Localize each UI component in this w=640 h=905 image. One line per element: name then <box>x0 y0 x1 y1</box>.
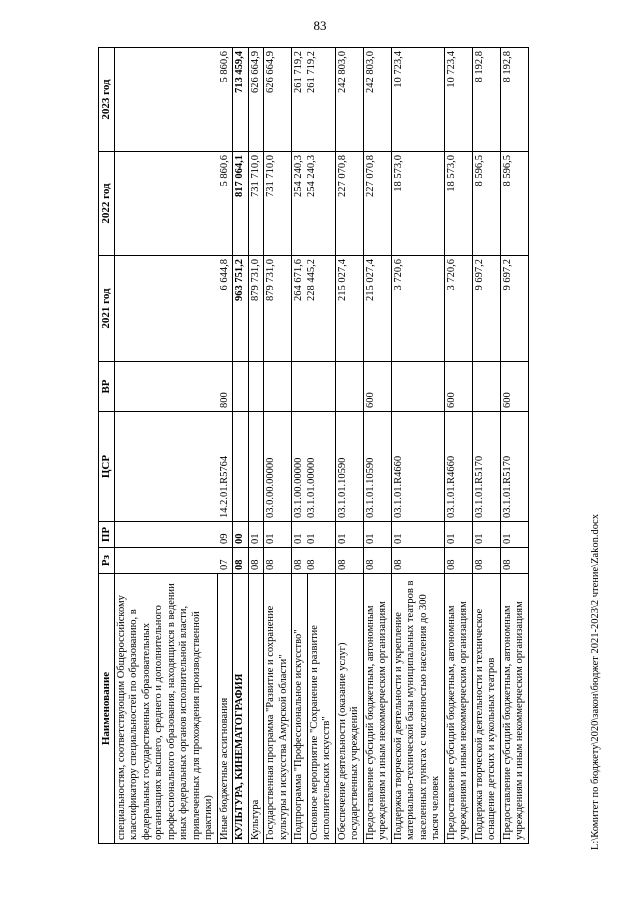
row-csr <box>233 412 249 522</box>
header-row <box>99 48 115 844</box>
row-rz: 08 <box>233 548 249 574</box>
row-2021: 215 027,4 <box>363 256 391 362</box>
rotated-table-area <box>98 48 558 844</box>
header-2021: 2021 год <box>99 256 115 362</box>
row-2023: 5 860,6 <box>114 48 233 152</box>
row-vr <box>264 362 292 412</box>
row-vr <box>233 362 249 412</box>
row-pr: 01 <box>391 522 444 548</box>
row-rz: 08 <box>248 548 264 574</box>
row-name: Предоставление субсидий бюджетным, автономным учреждениям и иным некоммерческим организациям <box>500 574 528 844</box>
row-rz: 08 <box>391 548 444 574</box>
row-vr <box>292 362 336 412</box>
header-rz: Рз <box>99 548 115 574</box>
row-rz: 08 <box>472 548 500 574</box>
row-2021: 879 731,0 <box>264 256 292 362</box>
header-csr: ЦСР <box>99 412 115 522</box>
row-name: КУЛЬТУРА, КИНЕМАТОГРАФИЯ <box>233 574 249 844</box>
row-2022: 18 573,0 <box>391 152 444 256</box>
row-pr: 01 <box>335 522 363 548</box>
row-csr: 03.1.01.R5170 <box>472 412 500 522</box>
row-2022: 817 064,1 <box>233 152 249 256</box>
header-2023: 2023 год <box>99 48 115 152</box>
header-2022: 2022 год <box>99 152 115 256</box>
row-vr <box>335 362 363 412</box>
row-2021: 9 697,2 <box>500 256 528 362</box>
row-rz: 08 08 <box>292 548 336 574</box>
row-pr: 01 01 <box>292 522 336 548</box>
row-2021: 264 671,6 228 445,2 <box>292 256 336 362</box>
row-vr: 800 <box>114 362 233 412</box>
row-csr: 03.1.01.R4660 <box>444 412 472 522</box>
row-2023: 10 723,4 <box>391 48 444 152</box>
page-number: 83 <box>313 18 327 33</box>
row-2023: 261 719,2 261 719,2 <box>292 48 336 152</box>
row-2023: 626 664,9 <box>248 48 264 152</box>
row-csr: 03.1.00.00000 03.1.01.00000 <box>292 412 336 522</box>
row-2022: 227 070,8 <box>363 152 391 256</box>
row-pr: 01 <box>264 522 292 548</box>
row-name: Поддержка творческой деятельности и укрепление материально-технической базы муниципальных театров в населенных пунктах с численностью населения до 300 тысяч человек <box>391 574 444 844</box>
row-name: Государственная программа "Развитие и сохранение культуры и искусства Амурской области" <box>264 574 292 844</box>
row-2023: 242 803,0 <box>335 48 363 152</box>
table-row <box>391 48 444 844</box>
row-csr: 14.2.01.R5764 <box>114 412 233 522</box>
row-2022: 254 240,3 254 240,3 <box>292 152 336 256</box>
row-2022: 18 573,0 <box>444 152 472 256</box>
row-name: Иные бюджетные ассигнования <box>217 574 233 843</box>
table-row <box>444 48 472 844</box>
header-name: Наименование <box>99 574 115 844</box>
row-vr: 600 <box>444 362 472 412</box>
row-rz: 08 <box>335 548 363 574</box>
row-2022: 731 710,0 <box>248 152 264 256</box>
row-pr: 00 <box>233 522 249 548</box>
row-csr: 03.1.01.10590 <box>363 412 391 522</box>
row-name: Предоставление субсидий бюджетным, автономным учреждениям и иным некоммерческим организациям <box>444 574 472 844</box>
row-2021: 6 644,8 <box>114 256 233 362</box>
row-vr: 600 <box>500 362 528 412</box>
row-rz: 08 <box>264 548 292 574</box>
row-name: Предоставление субсидий бюджетным, автономным учреждениям и иным некоммерческим организациям <box>363 574 391 844</box>
row-2022: 731 710,0 <box>264 152 292 256</box>
row-2023: 8 192,8 <box>472 48 500 152</box>
row-name: Культура <box>248 574 264 844</box>
row-csr: 03.1.01.R5170 <box>500 412 528 522</box>
row-2023: 713 459,4 <box>233 48 249 152</box>
row-pr: 01 <box>472 522 500 548</box>
table-row <box>292 48 336 844</box>
table-row <box>500 48 528 844</box>
table-row <box>264 48 292 844</box>
row-2021: 963 751,2 <box>233 256 249 362</box>
file-path-footer <box>589 514 603 850</box>
row-vr <box>472 362 500 412</box>
row-csr: 03.1.01.10590 <box>335 412 363 522</box>
row-2023: 242 803,0 <box>363 48 391 152</box>
table-row <box>363 48 391 844</box>
row-2023: 626 664,9 <box>264 48 292 152</box>
row-2022: 227 070,8 <box>335 152 363 256</box>
table-row <box>335 48 363 844</box>
budget-table <box>98 47 529 844</box>
row-pr: 09 <box>114 522 233 548</box>
row-pr: 01 <box>248 522 264 548</box>
file-path-text: L:\Комитет по бюджету\2020\закон\бюджет 2021-2023\2 чтение\Zakon.docx <box>590 514 601 850</box>
row-name: Подпрограмма "Профессиональное искусство" <box>293 629 304 840</box>
row-pr: 01 <box>363 522 391 548</box>
row-2021: 9 697,2 <box>472 256 500 362</box>
row-2023: 10 723,4 <box>444 48 472 152</box>
row-rz: 08 <box>363 548 391 574</box>
row-name: специальностям, соответствующим Общероссийскому классификатору специальностей по образованию, в федеральных государственных образовательных организациях высшего, среднего и дополнительного профессионального образования, находящихся в ведении иных федеральных органов исполнительной власти, привлеченных для прохождения производственной практики) <box>115 583 214 840</box>
header-pr: ПР <box>99 522 115 548</box>
row-2023: 8 192,8 <box>500 48 528 152</box>
row-2021: 215 027,4 <box>335 256 363 362</box>
row-name: Поддержка творческой деятельности и техническое оснащение детских и кукольных театров <box>472 574 500 844</box>
row-vr <box>248 362 264 412</box>
row-vr <box>391 362 444 412</box>
row-rz: 08 <box>444 548 472 574</box>
row-2022: 8 596,5 <box>472 152 500 256</box>
table-row <box>472 48 500 844</box>
row-name: Обеспечение деятельности (оказание услуг) государственных учреждений <box>335 574 363 844</box>
row-csr: 03.0.00.00000 <box>264 412 292 522</box>
row-2022: 8 596,5 <box>500 152 528 256</box>
row-vr: 600 <box>363 362 391 412</box>
table-row <box>114 48 233 844</box>
row-rz: 07 <box>114 548 233 574</box>
row-2021: 879 731,0 <box>248 256 264 362</box>
row-2021: 3 720,6 <box>391 256 444 362</box>
row-pr: 01 <box>444 522 472 548</box>
row-rz: 08 <box>500 548 528 574</box>
header-vr: ВР <box>99 362 115 412</box>
row-pr: 01 <box>500 522 528 548</box>
table-row <box>233 48 249 844</box>
row-2021: 3 720,6 <box>444 256 472 362</box>
row-name: Основное мероприятие "Сохранение и развитие исполнительских искусств" <box>307 574 335 843</box>
row-csr <box>248 412 264 522</box>
row-2022: 5 860,6 <box>114 152 233 256</box>
table-row <box>248 48 264 844</box>
row-csr: 03.1.01.R4660 <box>391 412 444 522</box>
